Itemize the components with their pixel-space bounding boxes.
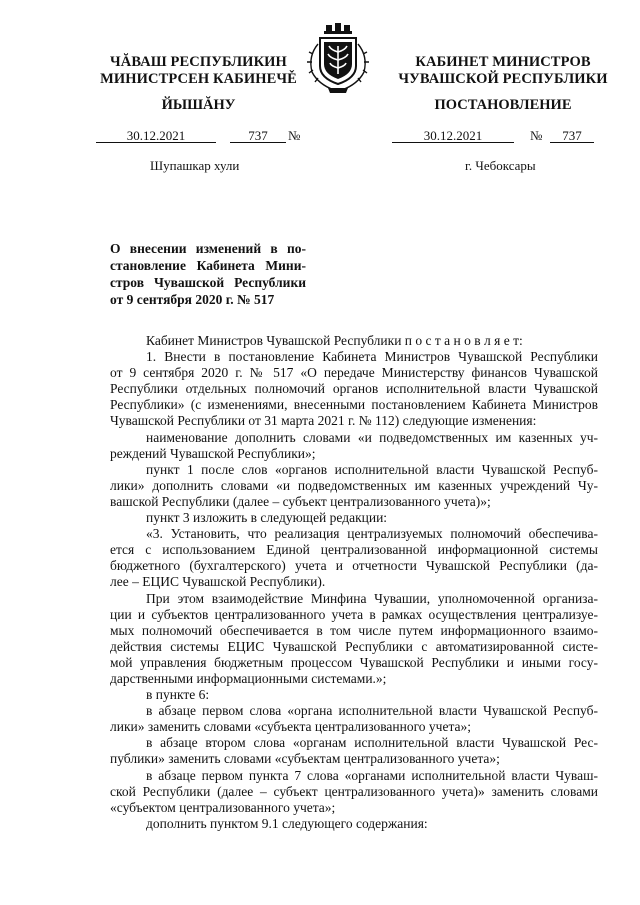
body-line: в абзаце первом слова «органа исполнительной власти Чувашской Респуб-	[146, 703, 598, 719]
body-line: «3. Установить, что реализация централизуемых полномочий обеспечива-	[146, 526, 598, 542]
body-line: Республики» (с изменениями, внесенными постановлением Кабинета Министров	[110, 397, 598, 413]
right-number-sign: №	[530, 128, 543, 143]
subject-line: О внесении изменений в по-	[110, 241, 306, 256]
body-line: 1. Внести в постановление Кабинета Министров Чувашской Республики	[146, 349, 598, 365]
header-left-title-line-2: МИНИСТРСЕН КАБИНЕЧĚ	[100, 71, 297, 87]
left-date: 30.12.2021	[96, 128, 216, 143]
header-left-doc-type: ЙЫШĂНУ	[161, 97, 236, 113]
left-number: 737	[230, 128, 286, 143]
body-line: лики» дополнить словами «и подведомственных им казенных учреждений Чу-	[110, 477, 598, 493]
body-line: публики» заменить словами «субъектам централизованного учета»;	[110, 751, 500, 767]
left-place: Шупашкар хули	[150, 158, 240, 173]
body-line: ется с использованием Единой централизованной информационной системы	[110, 542, 598, 558]
header-right-title	[384, 54, 622, 88]
body-line: Республики отдельных полномочий органов исполнительной власти Чувашской	[110, 381, 598, 397]
right-place: г. Чебоксары	[465, 158, 536, 173]
body-line: от 9 сентября 2020 г. № 517 «О передаче Министерству финансов Чувашской	[110, 365, 598, 381]
subject-line: стров Чувашской Республики	[110, 275, 306, 290]
body-line: пункт 1 после слов «органов исполнительной власти Чувашской Респуб-	[146, 461, 598, 477]
right-number: 737	[550, 128, 594, 143]
body-line: бюджетного (бухгалтерского) учета и отчетности Чувашской Республики (да-	[110, 558, 598, 574]
body-line: ской Республики (далее – субъект централизованного учета)» заменить словами	[110, 783, 598, 799]
document-body	[110, 333, 598, 832]
header-left-title-line-1: ЧĂВАШ РЕСПУБЛИКИН	[110, 54, 287, 70]
body-line: в пункте 6:	[146, 687, 210, 703]
left-date-number-bar	[96, 128, 311, 144]
header-right-title-line-2: ЧУВАШСКОЙ РЕСПУБЛИКИ	[398, 71, 608, 87]
body-line: в абзаце втором слова «органам исполнительной власти Чувашской Рес-	[146, 735, 598, 751]
body-line: Чувашской Республики от 31 марта 2021 г. № 112) следующие изменения:	[110, 413, 537, 429]
right-date: 30.12.2021	[392, 128, 514, 143]
body-line: дополнить пунктом 9.1 следующего содержания:	[146, 815, 428, 831]
body-line: «субъектом централизованного учета»;	[110, 799, 336, 815]
header-right-title-line-1: КАБИНЕТ МИНИСТРОВ	[415, 54, 591, 70]
body-line: вашской Республики (далее – субъект централизованного учета)»;	[110, 493, 491, 509]
body-line: мых полномочий обеспечивается в том числе путем информационного взаимо-	[110, 622, 598, 638]
body-line: дарственными информационными системами.»;	[110, 670, 387, 686]
right-date-number-bar	[392, 128, 602, 144]
body-line: наименование дополнить словами «и подведомственных им казенных уч-	[146, 429, 598, 445]
body-line: лики» заменить словами «субъекта централизованного учета»;	[110, 719, 472, 735]
coat-of-arms-icon	[306, 22, 370, 96]
body-line: в абзаце первом пункта 7 слова «органами исполнительной власти Чуваш-	[146, 767, 598, 783]
body-line: мой управления бюджетным процессом Чувашской Республики и иными госу-	[110, 654, 598, 670]
body-line: пункт 3 изложить в следующей редакции:	[146, 510, 388, 526]
body-line: реждений Чувашской Республики»;	[110, 445, 316, 461]
body-line: лее – ЕЦИС Чувашской Республики).	[110, 574, 326, 590]
header-right-doc-type: ПОСТАНОВЛЕНИЕ	[434, 97, 572, 113]
body-line: При этом взаимодействие Минфина Чувашии, уполномоченной организа-	[146, 590, 598, 606]
header-left-title	[96, 54, 301, 88]
left-number-sign: №	[288, 128, 301, 143]
body-line: действия системы ЕЦИС Чувашской Республики с автоматизированной систе-	[110, 638, 598, 654]
document-subject	[110, 240, 306, 308]
body-line: Кабинет Министров Чувашской Республики п о с т а н о в л я е т:	[146, 333, 523, 348]
body-line: ции и субъектов централизованного учета в рамках осуществления централизуе-	[110, 606, 598, 622]
subject-line: становление Кабинета Мини-	[110, 258, 306, 273]
subject-line: от 9 сентября 2020 г. № 517	[110, 292, 275, 307]
